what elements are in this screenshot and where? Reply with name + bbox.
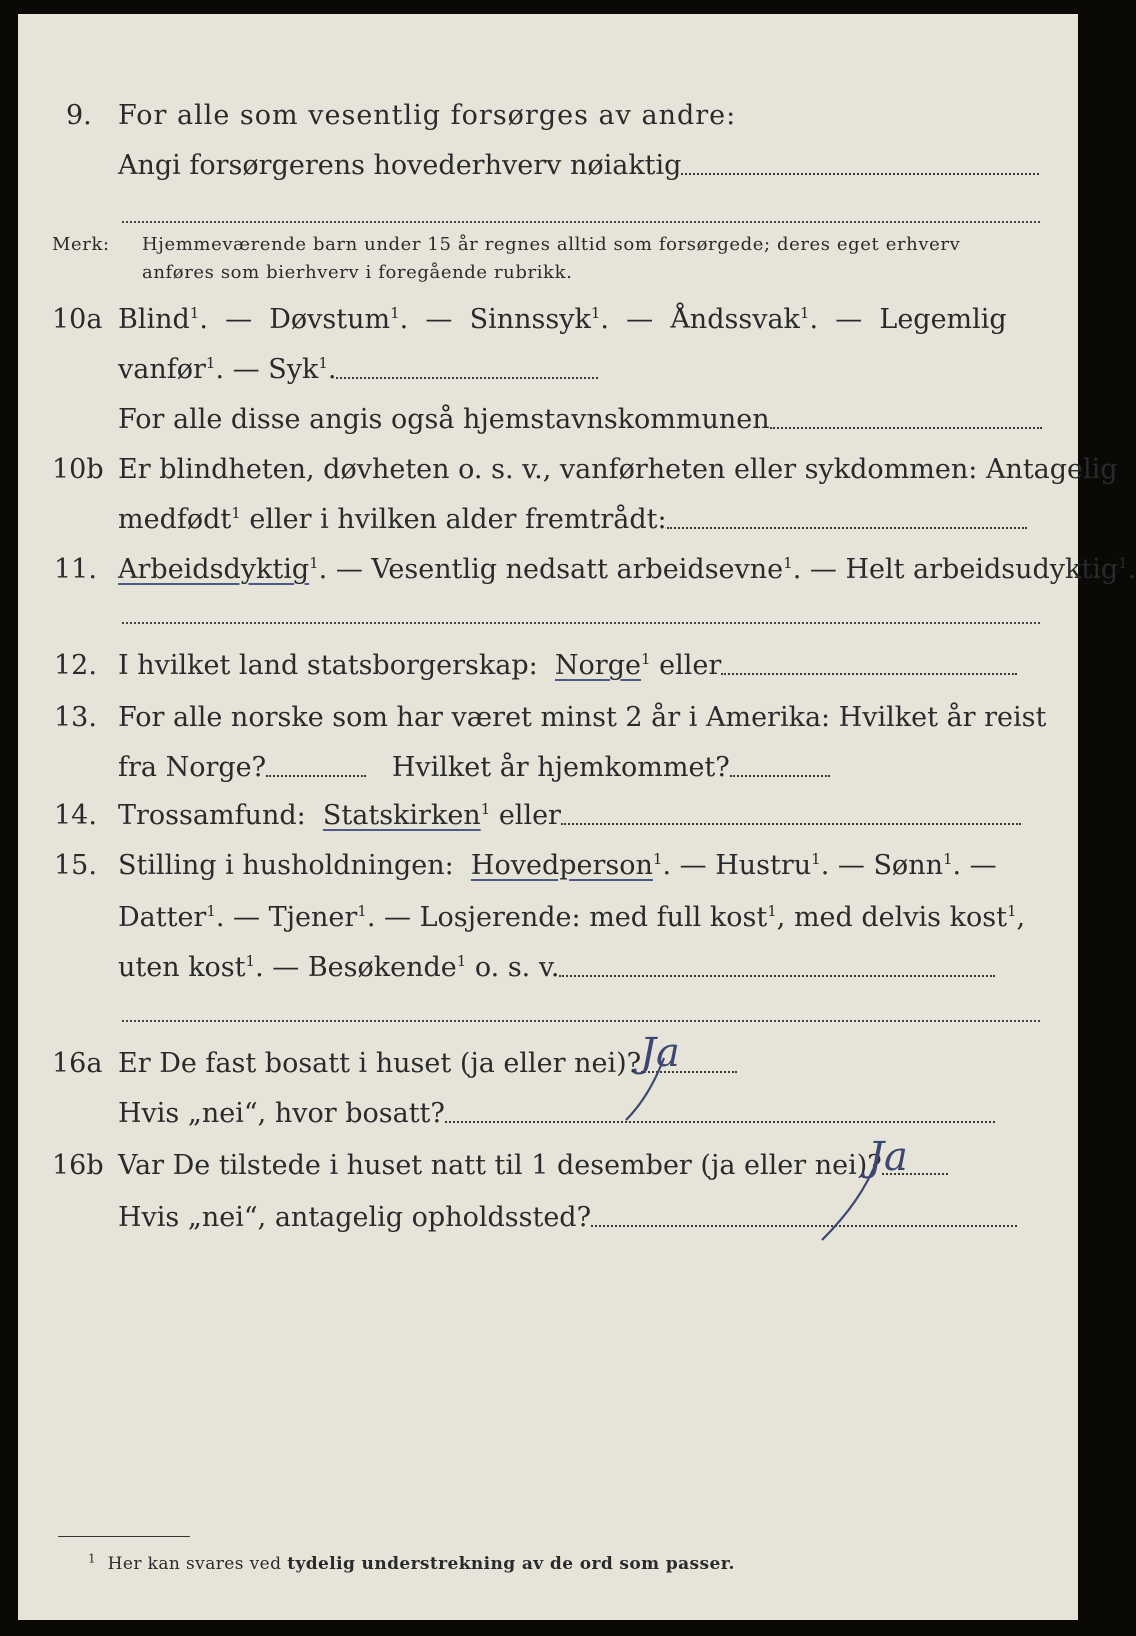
- q16a-number: 16a: [52, 1048, 103, 1079]
- merk-line1: Hjemmeværende barn under 15 år regnes alltid som forsørgede; deres eget erhverv: [142, 234, 961, 255]
- q10a-answer-line: [336, 376, 598, 379]
- option-delvis-kost: med delvis kost: [793, 902, 1007, 933]
- option-medfodt: medfødt: [118, 504, 232, 535]
- option-besokende: Besøkende: [307, 952, 457, 983]
- q9-line2-text: Angi forsørgerens hovederhverv nøiaktig: [118, 150, 682, 181]
- q10a-line2: vanfør$^1$. — Syk$^1$.: [118, 354, 598, 385]
- option-norge-underlined: Norge: [554, 650, 641, 681]
- sup-1: 1: [206, 902, 216, 920]
- footnote-text-plain: Her kan svares ved: [107, 1554, 282, 1574]
- q13-line2: [118, 752, 830, 783]
- q15-blank-line: [122, 1020, 1040, 1022]
- sup-1: 1: [942, 850, 953, 868]
- q15-line2: Datter$^1$. — Tjener$^1$. — Losjerende: med full kost$^1$, med delvis kost$^1$,: [118, 902, 1026, 933]
- q12-text: I hvilket land statsborgerskap:: [118, 650, 538, 681]
- q14-line: [118, 800, 1021, 831]
- q9-answer-line: [681, 172, 1039, 175]
- q12-number: 12.: [54, 650, 97, 681]
- sup-1: 1: [357, 902, 367, 920]
- q9-line1: For alle som vesentlig forsørges av andre:: [118, 100, 737, 131]
- q10b-line2: [118, 504, 1027, 535]
- sup-1: 1: [456, 952, 467, 970]
- option-hovedperson-underlined: Hovedperson: [470, 850, 653, 881]
- q12-answer-line: [721, 672, 1017, 675]
- footnote: [88, 1551, 735, 1574]
- option-nedsatt: Vesentlig nedsatt arbeidsevne: [371, 554, 784, 585]
- q10a-line3: [118, 404, 1042, 435]
- option-dovstum: Døvstum: [269, 304, 391, 335]
- sup-1: 1: [245, 952, 256, 970]
- footnote-mark: 1: [88, 1551, 97, 1566]
- q9-blank-line: [122, 221, 1040, 223]
- q12-line: [118, 650, 1017, 681]
- q16a-line2: [118, 1098, 995, 1129]
- merk-label: Merk:: [52, 234, 110, 255]
- sup-1: 1: [480, 800, 491, 818]
- option-losjerende: Losjerende:: [419, 902, 581, 933]
- q16b-followup-answer-line: [591, 1224, 1017, 1227]
- q16a-followup-answer-line: [445, 1120, 995, 1123]
- q15-answer-line: [559, 974, 995, 977]
- option-syk: Syk: [268, 354, 319, 385]
- option-udyktig: Helt arbeidsudyktig: [845, 554, 1119, 585]
- option-tjener: Tjener: [268, 902, 358, 933]
- q16b-followup: Hvis „nei“, antagelig opholdssted?: [118, 1202, 592, 1233]
- q15-line3: uten kost$^1$. — Besøkende$^1$ o. s. v.: [118, 952, 995, 983]
- option-blind: Blind: [118, 304, 190, 335]
- q14-answer-line: [561, 822, 1021, 825]
- q16b-question: Var De tilstede i huset natt til 1 desember (ja eller nei)?: [118, 1150, 882, 1181]
- q16a-question: Er De fast bosatt i huset (ja eller nei)?: [118, 1048, 642, 1079]
- q9-number: 9.: [66, 100, 92, 131]
- sup-1: 1: [1118, 554, 1128, 572]
- option-vanfor: vanfør: [118, 354, 206, 385]
- sup-1: 1: [783, 554, 793, 572]
- q13-fra-norge: fra Norge?: [118, 752, 267, 783]
- sup-1: 1: [811, 850, 821, 868]
- q16a-handwritten-answer: Ja: [640, 1030, 680, 1076]
- option-legemlig: Legemlig: [879, 304, 1007, 335]
- q10b-number: 10b: [52, 454, 104, 485]
- option-full-kost: med full kost: [589, 902, 768, 933]
- q13-hjemkommet: Hvilket år hjemkommet?: [391, 752, 730, 783]
- q13-line1: For alle norske som har været minst 2 år i Amerika: Hvilket år reist: [118, 702, 1047, 733]
- q11-line: Arbeidsdyktig$^1$. — Vesentlig nedsatt arbeidsevne$^1$. — Helt arbeidsudyktig$^1$.: [118, 554, 1136, 585]
- q15-text: Stilling i husholdningen:: [118, 850, 454, 881]
- q16b-line2: [118, 1202, 1017, 1233]
- q10b-line1: Er blindheten, døvheten o. s. v., vanførheten eller sykdommen: Antagelig: [118, 454, 1118, 485]
- q15-number: 15.: [54, 850, 97, 881]
- sup-1: 1: [390, 304, 400, 322]
- sup-1: 1: [767, 902, 777, 920]
- sup-1: 1: [1006, 902, 1017, 920]
- q10a-line1: Blind$^1$. — Døvstum$^1$. — Sinnssyk$^1$. — Åndssvak$^1$. — Legemlig: [118, 304, 1007, 335]
- sup-1: 1: [231, 504, 241, 522]
- q10a-line3-text: For alle disse angis også hjemstavnskommunen: [118, 404, 770, 435]
- sup-1: 1: [205, 354, 216, 372]
- footnote-rule: [58, 1536, 190, 1537]
- option-statskirken-underlined: Statskirken: [322, 800, 481, 831]
- q11-number: 11.: [54, 554, 97, 585]
- q10b-line2-text: eller i hvilken alder fremtrådt:: [249, 504, 667, 535]
- sup-1: 1: [799, 304, 810, 322]
- q13-hjemkommet-answer-line: [730, 774, 830, 777]
- q13-number: 13.: [54, 702, 97, 733]
- merk-line2: anføres som bierhverv i foregående rubrikk.: [142, 262, 573, 283]
- option-arbeidsdyktig-underlined: Arbeidsdyktig: [118, 554, 310, 585]
- sup-1: 1: [189, 304, 200, 322]
- sup-1: 1: [652, 850, 663, 868]
- q16b-handwritten-answer: Ja: [868, 1134, 908, 1180]
- sup-1: 1: [318, 354, 328, 372]
- q12-eller: eller: [659, 650, 722, 681]
- hjemstavn-answer-line: [770, 426, 1042, 429]
- q14-eller: eller: [498, 800, 561, 831]
- q16b-number: 16b: [52, 1150, 104, 1181]
- sup-1: 1: [309, 554, 319, 572]
- sup-1: 1: [640, 650, 651, 668]
- q9-line2: [118, 150, 1039, 181]
- q11-blank-line: [122, 622, 1040, 624]
- sup-1: 1: [590, 304, 601, 322]
- option-datter: Datter: [118, 902, 207, 933]
- q14-number: 14.: [54, 800, 97, 831]
- q13-reist-answer-line: [266, 774, 366, 777]
- option-sonn: Sønn: [873, 850, 943, 881]
- q10b-answer-line: [667, 526, 1027, 529]
- q15-osv: o. s. v.: [474, 952, 560, 983]
- q14-text: Trossamfund:: [118, 800, 306, 831]
- option-uten-kost: uten kost: [118, 952, 246, 983]
- option-sinnssyk: Sinnssyk: [469, 304, 591, 335]
- option-hustru: Hustru: [715, 850, 812, 881]
- q16a-followup: Hvis „nei“, hvor bosatt?: [118, 1098, 445, 1129]
- q10a-number: 10a: [52, 304, 103, 335]
- footnote-text-bold: tydelig understrekning av de ord som passer.: [287, 1554, 735, 1574]
- q15-line1: Stilling i husholdningen: Hovedperson$^1$. — Hustru$^1$. — Sønn$^1$. —: [118, 850, 997, 881]
- census-form-page: [18, 14, 1136, 1620]
- option-andssvak: Åndssvak: [670, 304, 800, 335]
